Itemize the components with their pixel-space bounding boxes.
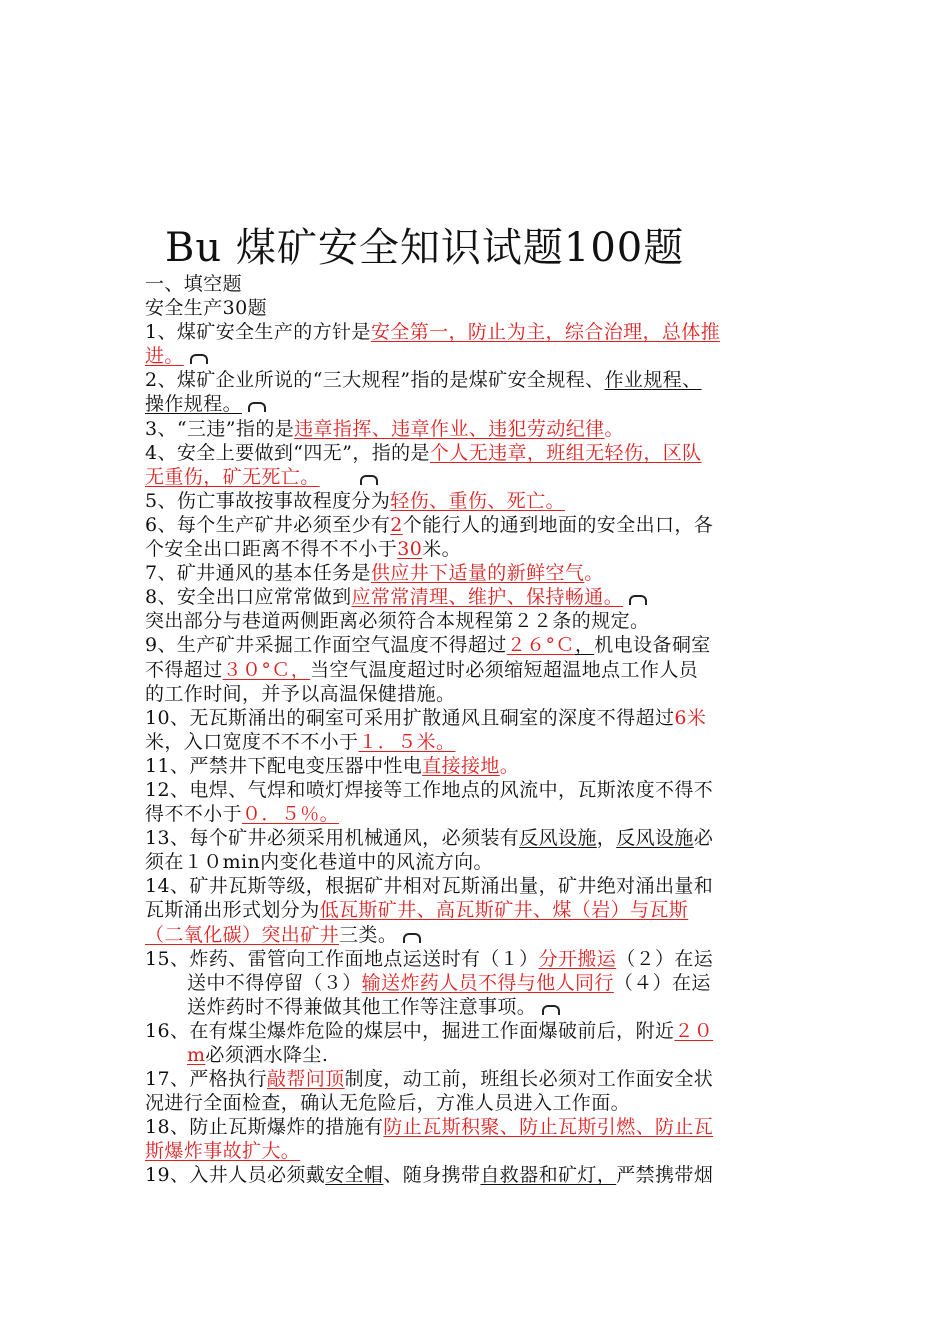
answer: 直接接地 [422,754,500,777]
answer: ３０°Ｃ， [222,658,311,681]
answer: 自救器和矿灯， [480,1164,617,1187]
question-14: 14、矿井瓦斯等级，根据矿井相对瓦斯涌出量，矿井绝对涌出量和 瓦斯涌出形式划分为低瓦斯矿井、高瓦斯矿井、煤（岩）与瓦斯 （二氧化碳）突出矿井三类。 [145,875,714,946]
answer: 进。 [145,345,184,368]
answer: ２６°Ｃ [506,634,575,657]
answer: 作业规程、 [604,369,702,392]
question-19: 19、入井人员必须戴安全帽、随身携带自救器和矿灯，严禁携带烟 [145,1164,714,1187]
question-8: 8、安全出口应常常做到应常常清理、维护、保持畅通。 突出部分与巷道两侧距离必须符合本规程第２２条的规定。 [145,586,650,633]
answer: 30 [397,538,423,561]
question-18: 18、防止瓦斯爆炸的措施有防止瓦斯积聚、防止瓦斯引燃、防止瓦 斯爆炸事故扩大。 [145,1116,714,1163]
answer: ０．５％。 [242,803,340,826]
answer: 敲帮问顶 [266,1068,345,1091]
answer: 输送炸药人员不得与他人同行 [361,971,614,994]
answer: 2 [390,513,403,536]
question-15: 15、炸药、雷管向工作面地点运送时有（１）分开搬运（２）在运 送中不得停留（３）输送炸药人员不得与他人同行（４）在运 送炸药时不得兼做其他工作等注意事项。 [145,947,714,1018]
question-5: 5、伤亡事故按事故程度分为轻伤、重伤、死亡。 [145,489,565,512]
question-4: 4、安全上要做到“四无”，指的是个人无违章，班组无轻伤，区队 无重伤，矿无死亡。 [145,441,702,488]
answer: 供应井下适量的新鲜空气 [370,562,585,585]
edit-mark-icon [542,1005,560,1015]
question-10: 10、无瓦斯涌出的硐室可采用扩散通风且硐室的深度不得超过6米 米，入口宽度不不不小于１．５米。 [145,706,707,753]
document-body [145,272,807,1188]
document-title: Bu 煤矿安全知识试题100题 [165,225,685,271]
answer: １．５米。 [358,730,456,753]
answer: 分开搬运 [538,947,617,970]
edit-mark-icon [360,475,378,485]
answer: 反风设施 [616,827,694,850]
answer: m [187,1044,206,1066]
answer: 无重伤，矿无死亡。 [145,465,320,488]
answer: 反风设施 [519,827,597,850]
subsection-heading: 安全生产30题 [145,297,267,320]
edit-mark-icon [403,933,421,943]
section-heading: 一、填空题 [145,273,243,295]
question-9: 9、生产矿井采掘工作面空气温度不得超过２６°Ｃ，机电设备硐室 不得超过３０°Ｃ，当空气温度超过时必须缩短超温地点工作人员 的工作时间，并予以高温保健措施。 [145,634,711,705]
question-11: 11、严禁井下配电变压器中性电直接接地。 [145,754,520,777]
answer: 低瓦斯矿井、高瓦斯矿井、煤（岩）与瓦斯 [319,899,689,922]
edit-mark-icon [629,595,647,605]
answer: 6米 [674,706,707,729]
edit-mark-icon [190,354,208,364]
answer: 违章指挥、违章作业、违犯劳动纪律 [294,417,605,440]
answer: 斯爆炸事故扩大。 [145,1140,301,1163]
answer: （二氧化碳）突出矿井 [145,923,340,946]
question-12: 12、电焊、气焊和喷灯焊接等工作地点的风流中，瓦斯浓度不得不 得不不小于０．５％。 [145,778,714,826]
question-2: 2、煤矿企业所说的“三大规程”指的是煤矿安全规程、作业规程、 操作规程。 [145,369,702,416]
answer: ２０ [674,1019,714,1042]
answer: 轻伤、重伤、死亡。 [390,489,565,512]
answer: 操作规程。 [145,393,243,416]
answer: 个人无违章，班组无轻伤，区队 [429,441,702,464]
question-17: 17、严格执行敲帮问顶制度，动工前，班组长必须对工作面安全状 况进行全面检查，确认无危险后，方准人员进入工作面。 [145,1068,714,1115]
answer: 安全第一，防止为主，综合治理，总体推 [370,321,721,344]
answer: 安全帽 [325,1164,384,1187]
question-1: 1、煤矿安全生产的方针是安全第一，防止为主，综合治理，总体推 进。 [145,321,721,368]
answer: 应常常清理、维护、保持畅通。 [351,586,624,609]
edit-mark-icon [248,402,266,412]
question-16: 16、在有煤尘爆炸危险的煤层中，掘进工作面爆破前后，附近２０ m必须洒水降尘. [145,1019,714,1066]
answer: 防止瓦斯积聚、防止瓦斯引燃、防止瓦 [383,1116,714,1139]
question-13: 13、每个矿井必须采用机械通风，必须装有反风设施，反风设施必 须在１０min内变化巷道中的风流方向。 [145,827,714,874]
question-6: 6、每个生产矿井必须至少有2个能行人的通到地面的安全出口，各 个安全出口距离不得不不小于30米。 [145,513,714,561]
question-3: 3、“三违”指的是违章指挥、违章作业、违犯劳动纪律。 [145,417,624,440]
question-7: 7、矿井通风的基本任务是供应井下适量的新鲜空气。 [145,562,604,585]
